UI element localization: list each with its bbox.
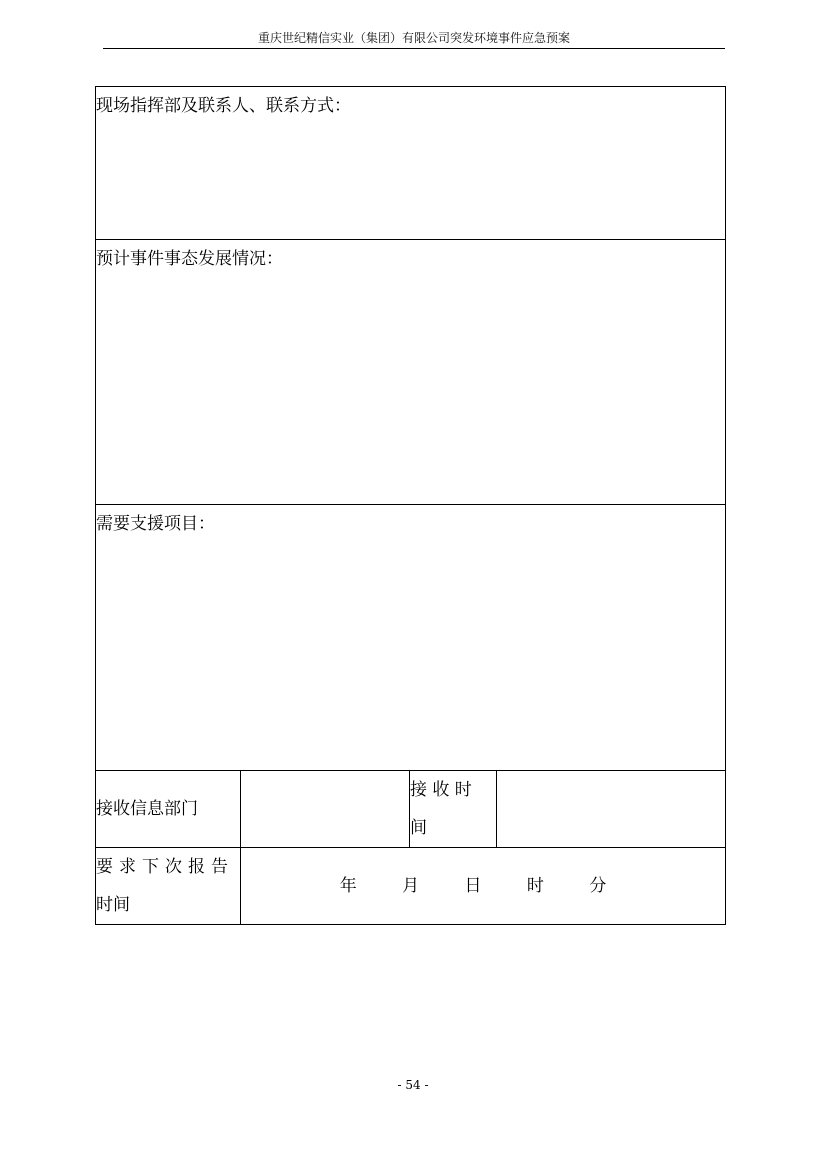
receive-dept-label: 接收信息部门	[96, 771, 241, 848]
next-report-datetime[interactable]	[241, 848, 726, 925]
receive-dept-value[interactable]	[241, 771, 410, 848]
minute-unit: 分	[589, 876, 607, 896]
command-contact-label: 现场指挥部及联系人、联系方式：	[96, 96, 351, 116]
receive-time-label-line1: 接 收 时	[410, 780, 472, 800]
support-needed-label: 需要支援项目：	[96, 514, 215, 534]
command-contact-field[interactable]	[96, 87, 726, 240]
support-needed-field[interactable]	[96, 505, 726, 771]
development-forecast-field[interactable]	[96, 240, 726, 505]
receive-time-label-line2: 间	[410, 818, 427, 838]
next-report-label-line2: 时间	[96, 895, 130, 915]
header-rule	[103, 48, 725, 49]
next-report-label-line1: 要求下次报告	[96, 857, 234, 877]
page-number: - 54 -	[397, 1078, 429, 1092]
hour-unit: 时	[526, 876, 544, 896]
month-unit: 月	[402, 876, 420, 896]
day-unit: 日	[464, 876, 482, 896]
receive-time-label	[410, 771, 497, 848]
report-form-table	[95, 86, 726, 925]
receive-time-value[interactable]	[497, 771, 726, 848]
development-forecast-label: 预计事件事态发展情况：	[96, 249, 283, 269]
year-unit: 年	[339, 876, 357, 896]
page-header: 重庆世纪精信实业（集团）有限公司突发环境事件应急预案	[257, 31, 570, 45]
next-report-label	[96, 848, 241, 925]
